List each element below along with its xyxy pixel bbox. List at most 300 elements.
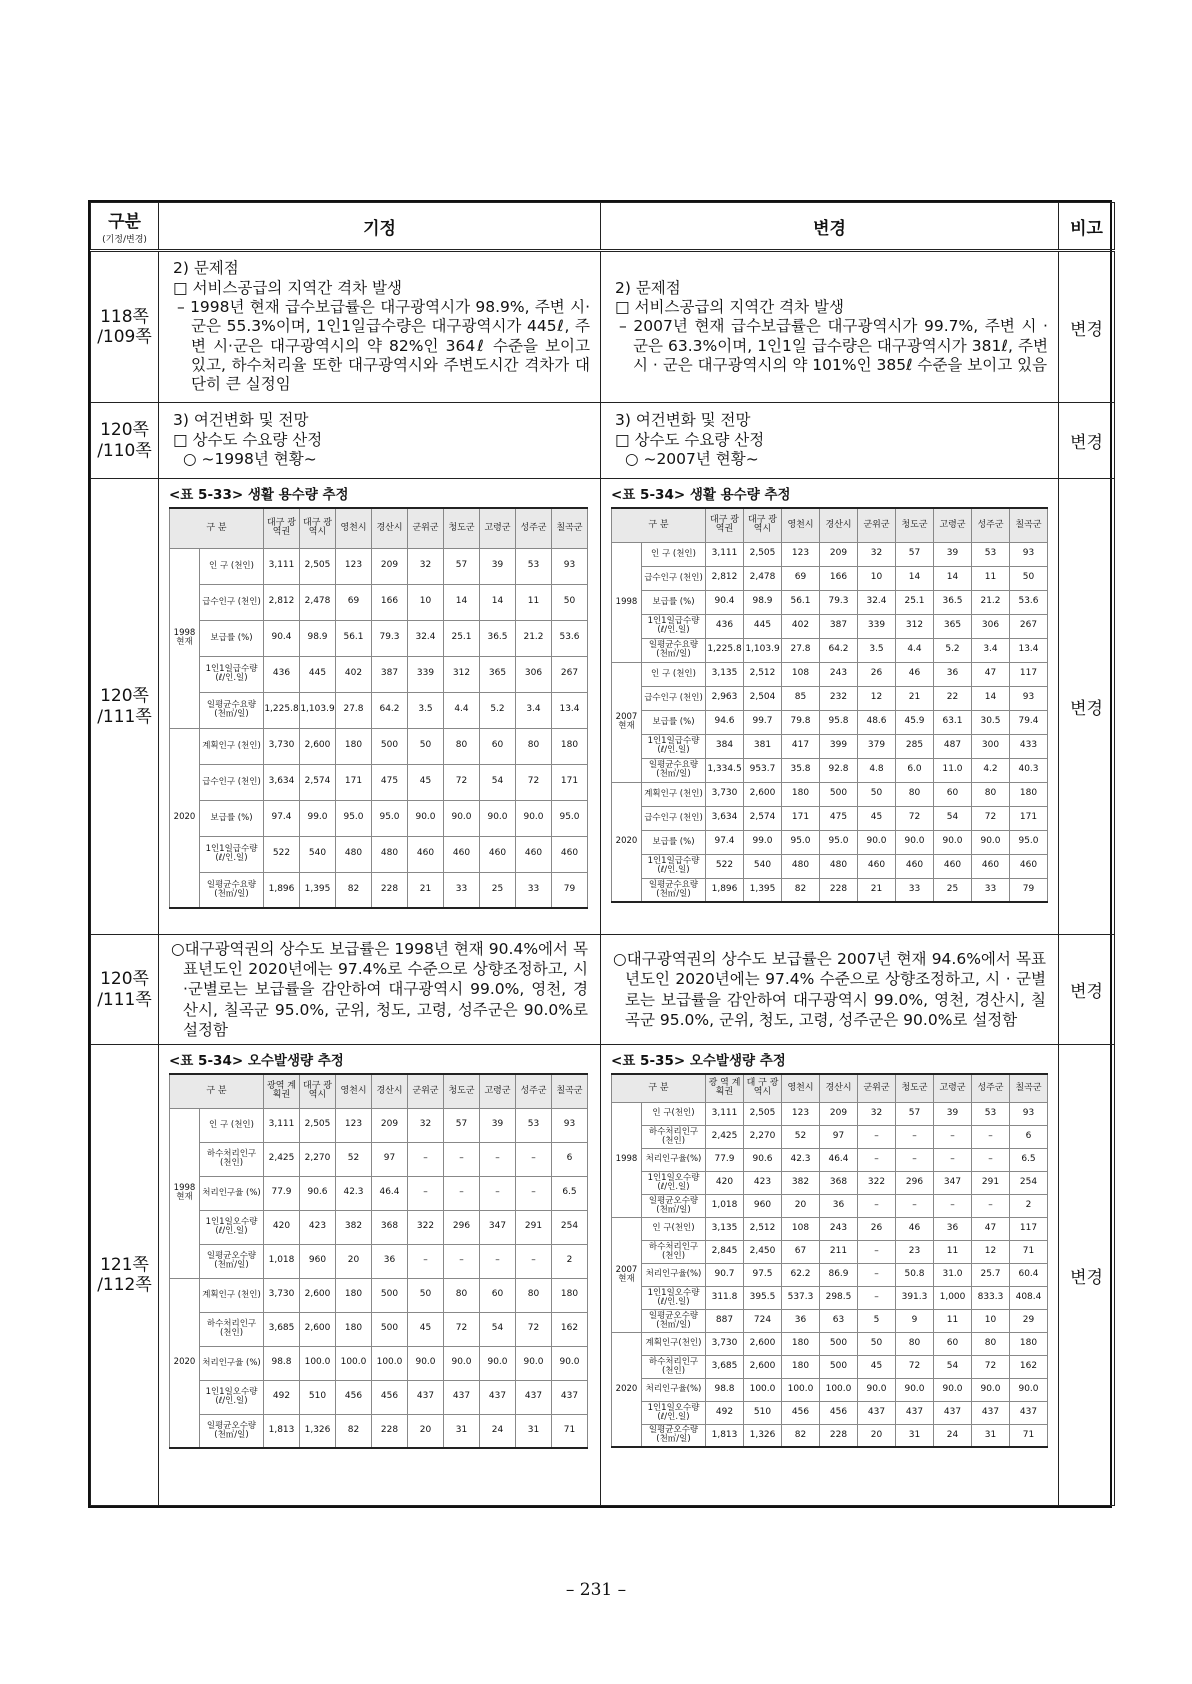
table-cell: 960 — [300, 1244, 336, 1278]
table-cell: – — [896, 1148, 934, 1171]
table-cell: 50 — [1010, 566, 1048, 590]
row-label: 1인1일오수량 (ℓ/인.일) — [200, 1380, 264, 1414]
table-cell: 25.1 — [896, 590, 934, 614]
table-cell: – — [480, 1142, 516, 1176]
table-row — [612, 614, 1048, 638]
table-cell: 82 — [782, 878, 820, 902]
table-cell: 3,730 — [706, 1332, 744, 1355]
table-cell: 5.2 — [934, 638, 972, 662]
table-cell: 50 — [858, 1332, 896, 1355]
table-cell: 460 — [972, 854, 1010, 878]
row-label: 일평균수요량 (천㎥/일) — [642, 878, 706, 902]
table-row — [612, 1332, 1048, 1355]
table-row — [612, 1102, 1048, 1125]
table-cell: 33 — [972, 878, 1010, 902]
table-cell: 2,812 — [706, 566, 744, 590]
row-label: 일평균수요량 (천㎥/일) — [642, 758, 706, 782]
table-cell: 395.5 — [744, 1286, 782, 1309]
table-cell: 35.8 — [782, 758, 820, 782]
page-ref — [91, 935, 159, 1045]
table-cell: 3.4 — [516, 692, 552, 728]
table-cell: 90.0 — [896, 1378, 934, 1401]
row-label: 일평균수요량 (천㎥/일) — [200, 872, 264, 908]
row-group-label: 2020 — [170, 1278, 200, 1448]
table-cell: 243 — [820, 662, 858, 686]
table-cell: 54 — [480, 1312, 516, 1346]
table-cell: 180 — [782, 782, 820, 806]
table-row — [170, 1346, 588, 1380]
row-label: 보급률 (%) — [200, 800, 264, 836]
row-label: 급수인구 (천인) — [200, 584, 264, 620]
table-cell: 211 — [820, 1240, 858, 1263]
table-cell: 423 — [300, 1210, 336, 1244]
row-label: 1인1일오수량 (ℓ/인.일) — [642, 1171, 706, 1194]
table-cell: 437 — [1010, 1401, 1048, 1424]
table-cell: 50.8 — [896, 1263, 934, 1286]
bullet-line: ○ ~2007년 현황~ — [625, 450, 759, 469]
table-cell: 33 — [444, 872, 480, 908]
table-cell: 399 — [820, 734, 858, 758]
row-label: 급수인구 (천인) — [200, 764, 264, 800]
table-cell: 80 — [972, 782, 1010, 806]
table-cell: 108 — [782, 662, 820, 686]
table-cell: 22 — [934, 686, 972, 710]
table-cell: 95.0 — [782, 830, 820, 854]
table-cell: 45 — [408, 1312, 444, 1346]
table-cell: 72 — [516, 764, 552, 800]
header-changed: 변경 — [601, 203, 1059, 251]
table-cell: 436 — [706, 614, 744, 638]
table-cell: 32.4 — [408, 620, 444, 656]
table-cell: 33 — [516, 872, 552, 908]
existing-cell — [159, 1045, 601, 1506]
table-cell: 10 — [858, 566, 896, 590]
table-cell: – — [934, 1194, 972, 1217]
table-cell: 21.2 — [972, 590, 1010, 614]
table-cell: 90.0 — [1010, 1378, 1048, 1401]
table-cell: – — [858, 1263, 896, 1286]
table-cell: 42.3 — [336, 1176, 372, 1210]
table-cell: 32 — [408, 1108, 444, 1142]
table-cell: 162 — [552, 1312, 588, 1346]
table-cell: 2,512 — [744, 662, 782, 686]
table-cell: 31 — [516, 1414, 552, 1448]
table-cell: 72 — [896, 1355, 934, 1378]
table-cell: 100.0 — [300, 1346, 336, 1380]
table-cell: 95.8 — [820, 710, 858, 734]
table-cell: 460 — [516, 836, 552, 872]
remark: 변경 — [1059, 251, 1115, 403]
table-cell: 724 — [744, 1309, 782, 1332]
table-cell: 3,111 — [264, 1108, 300, 1142]
existing-cell — [159, 251, 601, 403]
table-cell: 209 — [372, 548, 408, 584]
column-header: 대 구 광역시 — [744, 1074, 782, 1102]
table-cell: 500 — [372, 1312, 408, 1346]
table-cell: 48.6 — [858, 710, 896, 734]
table-cell: 6 — [552, 1142, 588, 1176]
table-cell: 3.5 — [858, 638, 896, 662]
table-cell: 80 — [444, 728, 480, 764]
table-cell: 2,478 — [300, 584, 336, 620]
table-cell: 80 — [972, 1332, 1010, 1355]
row-label: 1인1일급수량 (ℓ/인.일) — [642, 854, 706, 878]
row-label: 하수처리인구 (천인) — [200, 1142, 264, 1176]
table-cell: 71 — [1010, 1240, 1048, 1263]
table-row — [612, 662, 1048, 686]
table-cell: 291 — [516, 1210, 552, 1244]
table-cell: 99.0 — [300, 800, 336, 836]
table-cell: 417 — [782, 734, 820, 758]
table-cell: 21 — [408, 872, 444, 908]
table-cell: 90.0 — [972, 1378, 1010, 1401]
table-cell: 45 — [408, 764, 444, 800]
comparison-table — [90, 202, 1115, 1506]
table-cell: 228 — [372, 1414, 408, 1448]
table-cell: 20 — [782, 1194, 820, 1217]
table-cell: 26 — [858, 1217, 896, 1240]
table-cell: 50 — [408, 728, 444, 764]
table-cell: 408.4 — [1010, 1286, 1048, 1309]
table-cell: 14 — [896, 566, 934, 590]
table-cell: 11 — [934, 1309, 972, 1332]
table-row — [170, 728, 588, 764]
table-cell: 436 — [264, 656, 300, 692]
page-ref — [91, 1045, 159, 1506]
table-cell: – — [934, 1148, 972, 1171]
table-cell: 90.7 — [706, 1263, 744, 1286]
table-cell: – — [444, 1244, 480, 1278]
page-ref-line: /112쪽 — [97, 1275, 152, 1295]
table-cell: 540 — [300, 836, 336, 872]
table-row — [170, 656, 588, 692]
row-group-label: 2007 현재 — [612, 662, 642, 782]
table-row — [612, 854, 1048, 878]
row-label: 계획인구(천인) — [642, 1332, 706, 1355]
table-cell: 1,813 — [706, 1424, 744, 1447]
table-cell: 90.0 — [408, 1346, 444, 1380]
table-cell: 510 — [744, 1401, 782, 1424]
table-header-row — [612, 508, 1048, 542]
table-cell: 29 — [1010, 1309, 1048, 1332]
row-label: 일평균오수량 (천㎥/일) — [642, 1424, 706, 1447]
table-cell: 437 — [858, 1401, 896, 1424]
table-cell: 5 — [858, 1309, 896, 1332]
table-cell: 85 — [782, 686, 820, 710]
table-cell: 69 — [336, 584, 372, 620]
table-cell: – — [480, 1244, 516, 1278]
table-cell: 312 — [896, 614, 934, 638]
table-cell: – — [516, 1142, 552, 1176]
table-cell: 180 — [1010, 782, 1048, 806]
table-cell: 90.0 — [896, 830, 934, 854]
column-header: 군위군 — [408, 508, 444, 548]
table-cell: 46.4 — [372, 1176, 408, 1210]
table-cell: 90.0 — [858, 1378, 896, 1401]
table-cell: 12 — [972, 1240, 1010, 1263]
table-cell: 42.3 — [782, 1148, 820, 1171]
table-cell: 11 — [516, 584, 552, 620]
table-cell: 209 — [820, 1102, 858, 1125]
table-row — [612, 878, 1048, 902]
table-row — [170, 764, 588, 800]
table-cell: 60 — [934, 1332, 972, 1355]
table-cell: 71 — [1010, 1424, 1048, 1447]
table-cell: 67 — [782, 1240, 820, 1263]
column-header: 군위군 — [408, 1074, 444, 1108]
table-cell: 6.5 — [552, 1176, 588, 1210]
table-cell: 500 — [372, 1278, 408, 1312]
row-label: 1인1일급수량 (ℓ/인.일) — [642, 614, 706, 638]
table-cell: 1,103.9 — [744, 638, 782, 662]
table-cell: 2,574 — [744, 806, 782, 830]
table-cell: 2,600 — [300, 728, 336, 764]
table-corner-header: 구 분 — [170, 508, 264, 548]
row-label: 급수인구 (천인) — [642, 806, 706, 830]
row-group-label: 2007 현재 — [612, 1217, 642, 1332]
table-cell: 90.6 — [744, 1148, 782, 1171]
table-cell: 117 — [1010, 662, 1048, 686]
table-cell: 322 — [858, 1171, 896, 1194]
table-cell: 2,504 — [744, 686, 782, 710]
table-cell: 95.0 — [552, 800, 588, 836]
table-cell: 4.4 — [896, 638, 934, 662]
table-cell: 80 — [516, 1278, 552, 1312]
column-header: 고령군 — [934, 1074, 972, 1102]
table-cell: 21 — [858, 878, 896, 902]
table-cell: 95.0 — [820, 830, 858, 854]
table-caption: <표 5-34> 오수발생량 추정 — [169, 1053, 344, 1069]
table-cell: 180 — [782, 1355, 820, 1378]
table-cell: 833.3 — [972, 1286, 1010, 1309]
table-cell: 2,600 — [300, 1312, 336, 1346]
table-cell: 2,505 — [300, 1108, 336, 1142]
table-cell: 69 — [782, 566, 820, 590]
table-cell: 387 — [372, 656, 408, 692]
table-cell: 93 — [1010, 542, 1048, 566]
table-row — [170, 692, 588, 728]
table-cell: 23 — [896, 1240, 934, 1263]
row-label: 처리인구율 (%) — [200, 1346, 264, 1380]
table-cell: 166 — [372, 584, 408, 620]
table-cell: 90.0 — [480, 1346, 516, 1380]
table-cell: 27.8 — [336, 692, 372, 728]
table-cell: 1,225.8 — [706, 638, 744, 662]
table-cell: 306 — [972, 614, 1010, 638]
table-cell: 522 — [264, 836, 300, 872]
column-header: 영천시 — [336, 508, 372, 548]
column-header: 대구 광역시 — [744, 508, 782, 542]
column-header: 청도군 — [444, 1074, 480, 1108]
table-cell: 54 — [480, 764, 516, 800]
column-header: 경산시 — [820, 508, 858, 542]
table-cell: 25 — [480, 872, 516, 908]
changed-cell — [601, 251, 1059, 403]
row-label: 인 구 (천인) — [200, 1108, 264, 1142]
table-cell: 90.0 — [516, 800, 552, 836]
table-cell: 228 — [820, 878, 858, 902]
table-cell: 90.0 — [516, 1346, 552, 1380]
table-cell: 72 — [972, 806, 1010, 830]
table-cell: 180 — [336, 728, 372, 764]
table-row — [612, 782, 1048, 806]
table-cell: 39 — [480, 548, 516, 584]
column-header: 고령군 — [480, 1074, 516, 1108]
column-header: 칠곡군 — [552, 1074, 588, 1108]
table-cell: 60.4 — [1010, 1263, 1048, 1286]
table-cell: 36 — [372, 1244, 408, 1278]
table-row — [170, 1176, 588, 1210]
table-cell: 97 — [820, 1125, 858, 1148]
subsection-heading: □ 서비스공급의 지역간 격차 발생 — [615, 297, 845, 316]
table-cell: 13.4 — [552, 692, 588, 728]
column-header: 영천시 — [782, 1074, 820, 1102]
row-label: 1인1일급수량 (ℓ/인.일) — [200, 836, 264, 872]
row-label: 1인1일급수량 (ℓ/인.일) — [200, 656, 264, 692]
table-cell: 475 — [372, 764, 408, 800]
table-cell: – — [516, 1244, 552, 1278]
table-cell: 31 — [444, 1414, 480, 1448]
table-row — [612, 1148, 1048, 1171]
table-cell: 93 — [1010, 1102, 1048, 1125]
row-label: 인 구 (천인) — [200, 548, 264, 584]
table-cell: 437 — [480, 1380, 516, 1414]
table-cell: 57 — [444, 1108, 480, 1142]
row-label: 급수인구 (천인) — [642, 686, 706, 710]
table-cell: 40.3 — [1010, 758, 1048, 782]
table-cell: 39 — [480, 1108, 516, 1142]
paragraph: ○대구광역권의 상수도 보급률은 1998년 현재 90.4%에서 목표년도인 2020년에는 97.4%로 수준으로 상향조정하고, 시·군별로는 보급률을 감안하여 대구광역시 99.0%, 영천, 경산시, 칠곡군 95.0%, 군위, 청도, 고령, 성주군은 90.0%로 설정함 — [171, 940, 588, 1039]
table-cell: 32 — [858, 542, 896, 566]
table-row — [170, 1312, 588, 1346]
table-cell: 11 — [934, 1240, 972, 1263]
table-cell: 99.0 — [744, 830, 782, 854]
page-ref-line: 121쪽 — [100, 1254, 149, 1275]
table-cell: 79.3 — [820, 590, 858, 614]
table-cell: 420 — [706, 1171, 744, 1194]
table-cell: 3,111 — [706, 542, 744, 566]
table-cell: – — [516, 1176, 552, 1210]
table-row — [612, 830, 1048, 854]
table-cell: 11 — [972, 566, 1010, 590]
table-cell: 93 — [552, 548, 588, 584]
table-cell: 97.4 — [706, 830, 744, 854]
page-ref-line: /109쪽 — [97, 327, 152, 347]
table-cell: 36.5 — [934, 590, 972, 614]
table-cell: 285 — [896, 734, 934, 758]
table-cell: 2,478 — [744, 566, 782, 590]
table-cell: 90.0 — [972, 830, 1010, 854]
table-cell: 2 — [1010, 1194, 1048, 1217]
header-category — [91, 203, 159, 251]
table-cell: 56.1 — [336, 620, 372, 656]
table-cell: 460 — [896, 854, 934, 878]
page-ref — [91, 403, 159, 479]
table-cell: 492 — [264, 1380, 300, 1414]
table-cell: 460 — [444, 836, 480, 872]
table-cell: 510 — [300, 1380, 336, 1414]
table-cell: 98.9 — [300, 620, 336, 656]
table-cell: 31.0 — [934, 1263, 972, 1286]
column-header: 대구 광역시 — [300, 1074, 336, 1108]
table-cell: 1,896 — [706, 878, 744, 902]
column-header: 성주군 — [516, 1074, 552, 1108]
table-cell: 445 — [300, 656, 336, 692]
column-header: 광 역 계획권 — [706, 1074, 744, 1102]
table-cell: 433 — [1010, 734, 1048, 758]
table-header-row — [170, 508, 588, 548]
table-row — [612, 1171, 1048, 1194]
column-header: 대구 광역권 — [264, 508, 300, 548]
changed-cell — [601, 479, 1059, 935]
table-cell: 79.3 — [372, 620, 408, 656]
table-cell: 90.0 — [408, 800, 444, 836]
table-cell: – — [972, 1125, 1010, 1148]
table-cell: 72 — [896, 806, 934, 830]
table-cell: 2,270 — [744, 1125, 782, 1148]
table-cell: 82 — [336, 872, 372, 908]
table-cell: 537.3 — [782, 1286, 820, 1309]
table-cell: 64.2 — [820, 638, 858, 662]
header-category-title: 구분 — [108, 212, 141, 232]
row-label: 인 구 (천인) — [642, 662, 706, 686]
existing-cell — [159, 479, 601, 935]
table-cell: 2,270 — [300, 1142, 336, 1176]
table-cell: 52 — [782, 1125, 820, 1148]
table-cell: 57 — [444, 548, 480, 584]
table-cell: 1,326 — [744, 1424, 782, 1447]
table-cell: 72 — [516, 1312, 552, 1346]
table-cell: – — [480, 1176, 516, 1210]
row-label: 인 구 (천인) — [642, 542, 706, 566]
table-cell: 1,000 — [934, 1286, 972, 1309]
page-ref-line: 120쪽 — [100, 686, 149, 707]
table-cell: 32 — [858, 1102, 896, 1125]
table-cell: 90.4 — [264, 620, 300, 656]
row-label: 인 구(천인) — [642, 1217, 706, 1240]
table-cell: 46 — [896, 662, 934, 686]
column-header: 성주군 — [516, 508, 552, 548]
table-row — [612, 1194, 1048, 1217]
table-corner-header: 구 분 — [612, 508, 706, 542]
table-cell: 36 — [934, 1217, 972, 1240]
row-label: 계획인구 (천인) — [200, 728, 264, 764]
remark: 변경 — [1059, 1045, 1115, 1506]
table-cell: 57 — [896, 542, 934, 566]
table-cell: 14 — [972, 686, 1010, 710]
table-cell: 36 — [782, 1309, 820, 1332]
table-cell: – — [934, 1125, 972, 1148]
table-cell: 123 — [782, 1102, 820, 1125]
existing-cell — [159, 403, 601, 479]
header-existing: 기정 — [159, 203, 601, 251]
row-label: 하수처리인구 (천인) — [642, 1240, 706, 1263]
table-cell: 540 — [744, 854, 782, 878]
table-cell: 209 — [372, 1108, 408, 1142]
paragraph: – 1998년 현재 급수보급률은 대구광역시가 98.9%, 주변 시·군은 55.3%이며, 1인1일급수량은 대구광역시가 445ℓ, 주변 시·군은 대구광역시의 약 82%인 364ℓ 수준을 보이고 있고, 하수처리율 또한 대구광역시와 주변도시간 격차가 대단히 큰 실정임 — [177, 297, 590, 394]
row-label: 급수인구 (천인) — [642, 566, 706, 590]
table-cell: 100.0 — [744, 1378, 782, 1401]
table-cell: 437 — [408, 1380, 444, 1414]
changed-cell — [601, 403, 1059, 479]
table-cell: 47 — [972, 662, 1010, 686]
table-cell: – — [444, 1176, 480, 1210]
table-cell: 3,685 — [264, 1312, 300, 1346]
table-cell: 480 — [372, 836, 408, 872]
table-cell: 3,730 — [706, 782, 744, 806]
table-cell: 24 — [480, 1414, 516, 1448]
page-ref-line: /111쪽 — [97, 989, 152, 1010]
